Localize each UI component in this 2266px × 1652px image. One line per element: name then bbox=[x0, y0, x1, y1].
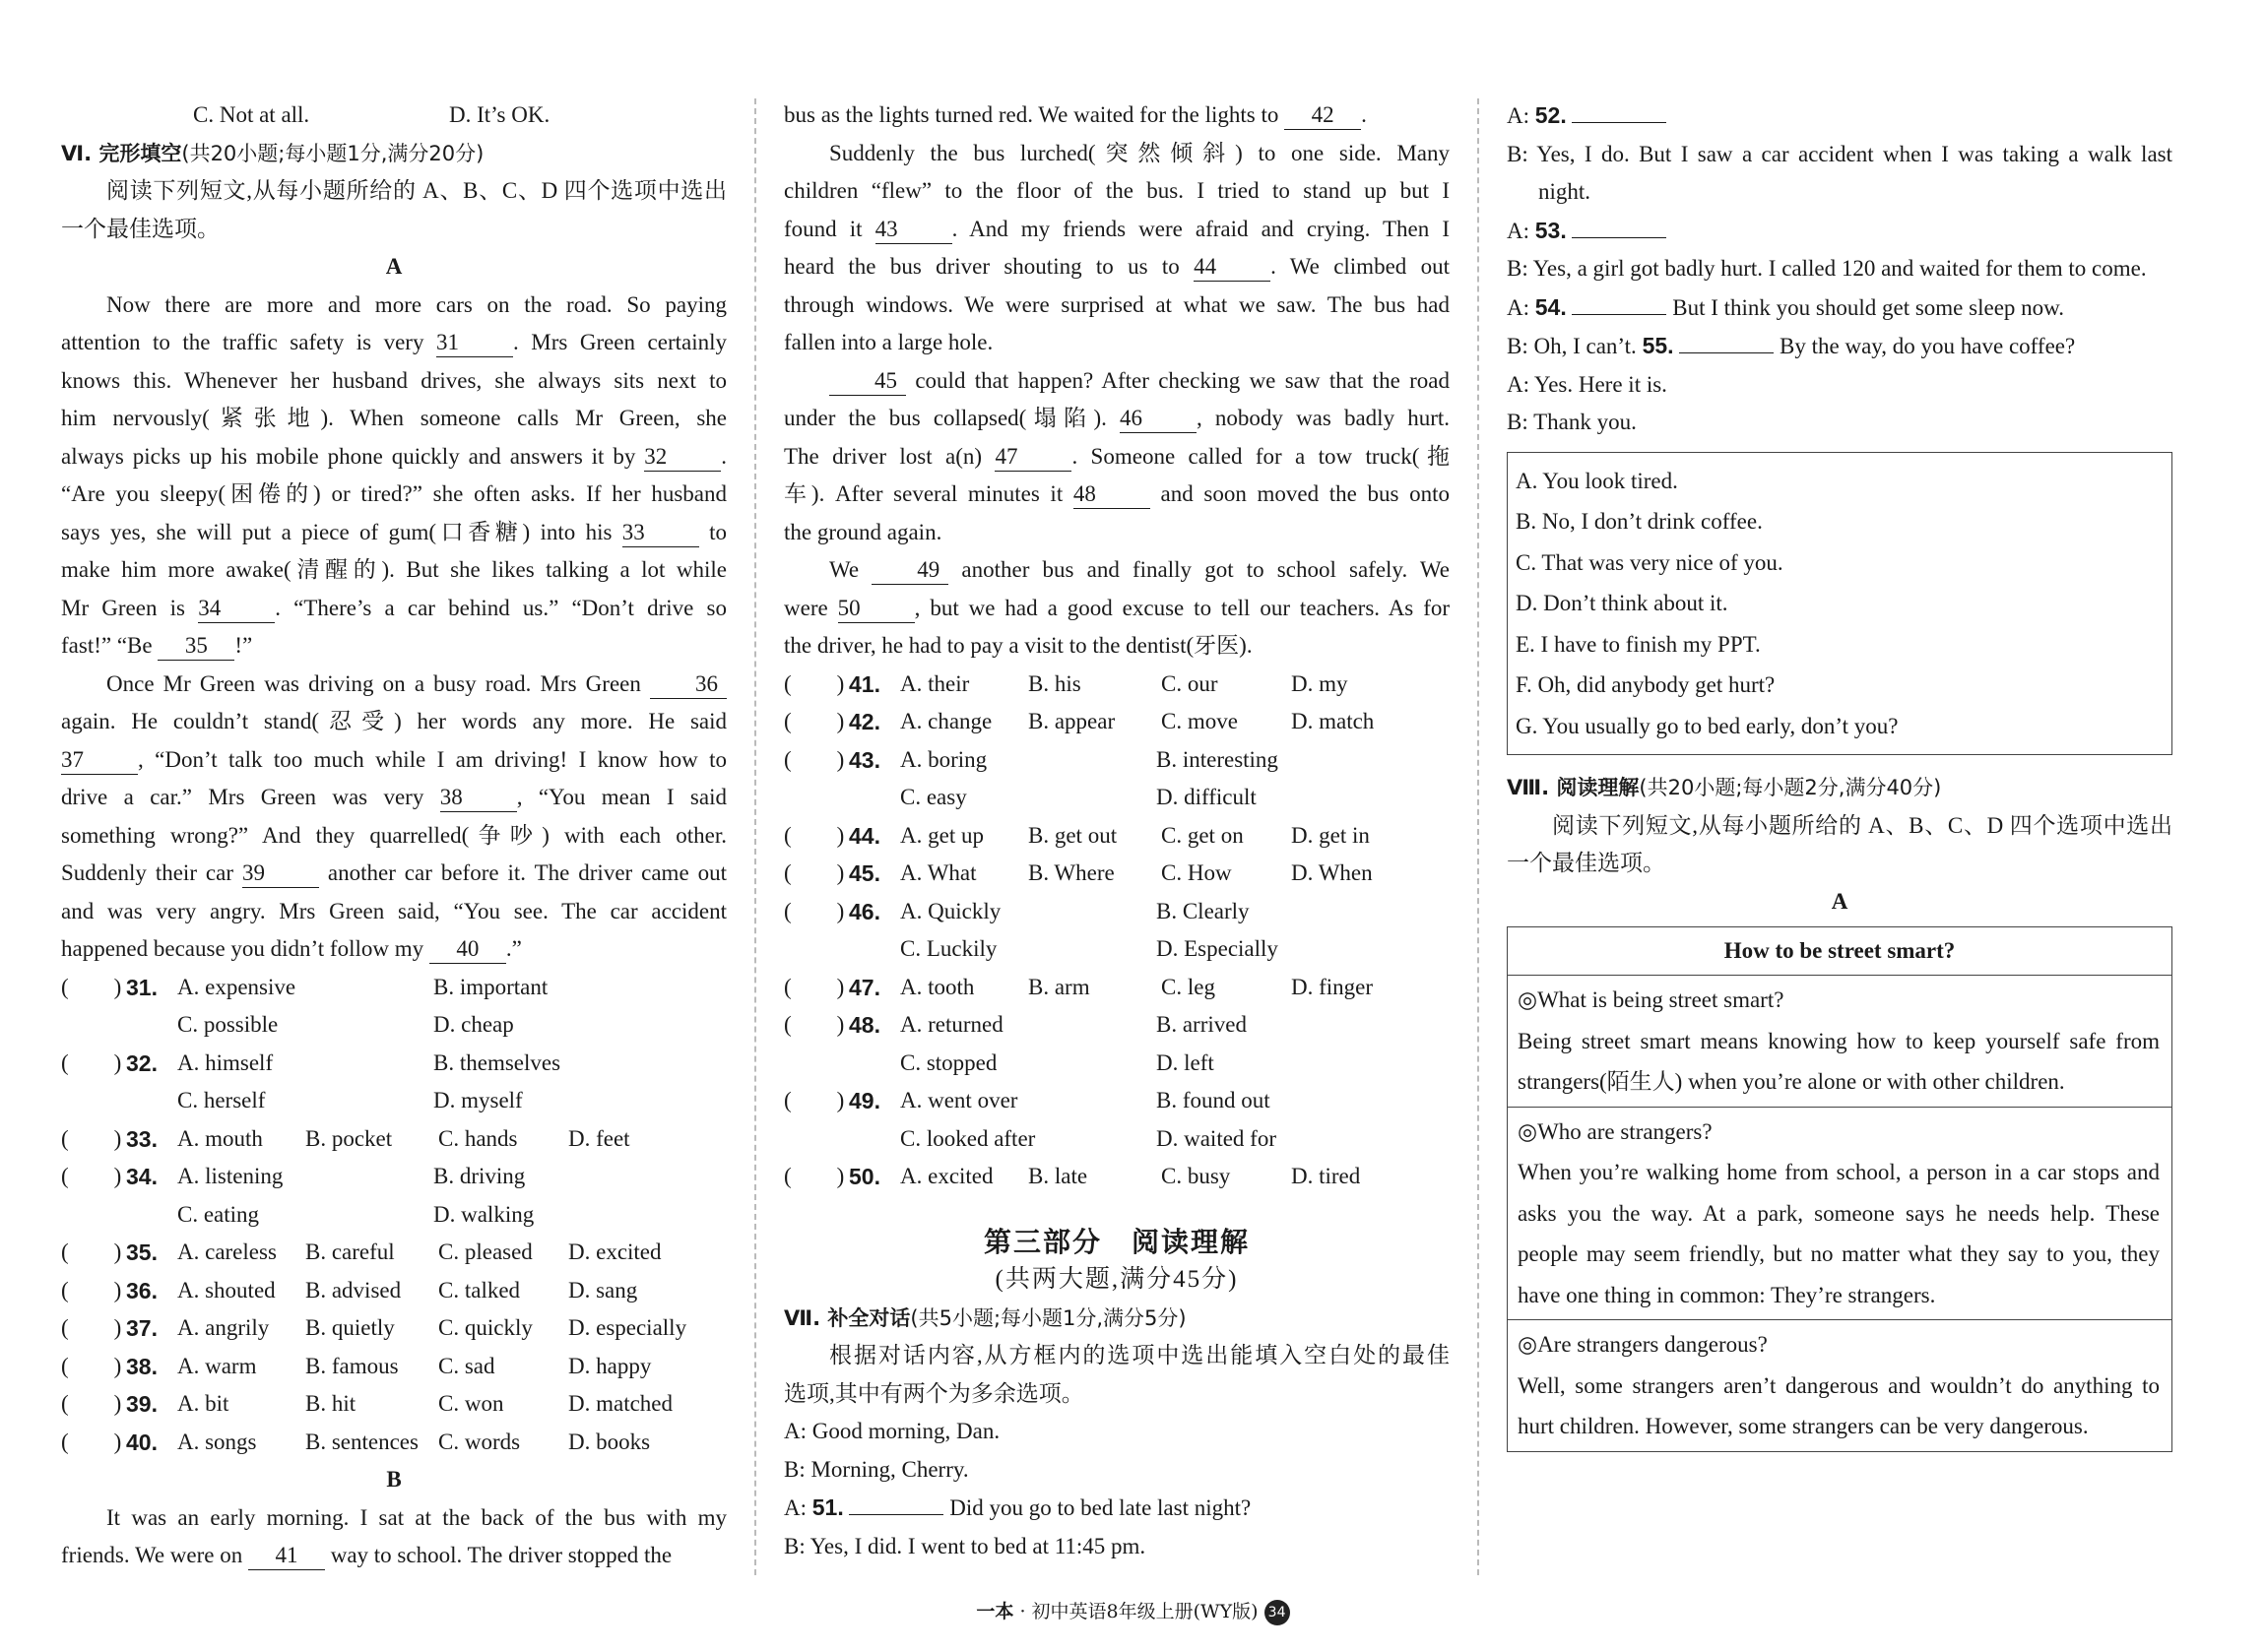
answer-bracket bbox=[784, 1120, 849, 1159]
option[interactable]: D. waited for bbox=[1156, 1125, 1276, 1151]
option[interactable]: B. famous bbox=[305, 1353, 399, 1378]
answer-bracket bbox=[61, 1006, 126, 1045]
question-number: 47. bbox=[849, 974, 880, 1000]
passage-b-continued bbox=[784, 96, 1450, 666]
cell-answer: Well, some strangers aren’t dangerous and wouldn’t do anything to hurt children. However, some strangers can be very dangerous. bbox=[1518, 1372, 2160, 1438]
option[interactable]: A. himself bbox=[177, 1049, 274, 1075]
option-item: D. Don’t think about it. bbox=[1516, 591, 1728, 615]
instruction-line: 一个最佳选项。 bbox=[1507, 851, 1665, 875]
option[interactable]: D. Especially bbox=[1156, 936, 1278, 961]
passage-line: Once Mr Green was driving on a busy road. Mrs Green 36 bbox=[61, 666, 727, 704]
instruction-line: 阅读下列短文,从每小题所给的 A、B、C、D 四个选项中选出 bbox=[106, 178, 727, 203]
passage-line: make him more awake(清醒的). But she likes talking a lot while bbox=[61, 557, 727, 582]
passage-line: heard the bus driver shouting to us to 44 . We climbed out bbox=[784, 248, 1450, 286]
question-row bbox=[784, 969, 1450, 1007]
question-row bbox=[784, 741, 1450, 780]
answer-blank[interactable]: 31 bbox=[436, 329, 513, 357]
answer-blank[interactable] bbox=[1679, 331, 1774, 353]
cell-question: ◎Who are strangers? bbox=[1518, 1118, 1713, 1144]
passage-line: It was an early morning. I sat at the back of the bus with my bbox=[106, 1504, 727, 1530]
question-number: 32. bbox=[126, 1049, 158, 1076]
dialogue-line: B: Morning, Cherry. bbox=[784, 1456, 969, 1482]
option[interactable]: C. move bbox=[1161, 709, 1238, 733]
dialogue-line: A: 53. bbox=[1507, 212, 2172, 251]
option[interactable]: C. Luckily bbox=[900, 936, 998, 961]
option-item: G. You usually go to bed early, don’t you? bbox=[1516, 713, 1899, 738]
option[interactable]: B. interesting bbox=[1156, 746, 1278, 772]
section-8-heading: Ⅷ. 阅读理解(共20小题;每小题2分,满分40分) bbox=[1507, 776, 1942, 799]
answer-blank[interactable] bbox=[1572, 292, 1666, 315]
option[interactable]: C. busy bbox=[1161, 1164, 1231, 1188]
answer-bracket[interactable]: ( ) bbox=[784, 670, 845, 696]
option[interactable]: C. How bbox=[1161, 860, 1232, 885]
question-list bbox=[61, 969, 727, 1462]
passage-line: children “flew” to the floor of the bus. I tried to stand up but I bbox=[784, 178, 1450, 203]
option[interactable]: A. shouted bbox=[177, 1277, 276, 1303]
dialogue bbox=[1507, 96, 2172, 442]
option[interactable]: D. When bbox=[1291, 860, 1373, 885]
option[interactable]: B. found out bbox=[1156, 1088, 1270, 1112]
question-number: 50. bbox=[849, 1164, 880, 1189]
dialogue-line: B: Yes, I did. I went to bed at 11:45 pm. bbox=[784, 1533, 1146, 1558]
passage-line: 37 , “Don’t talk too much while I am driving! I know how to bbox=[61, 741, 727, 780]
question-number bbox=[126, 1082, 177, 1120]
instruction-line: 选项,其中有两个为多余选项。 bbox=[784, 1380, 1084, 1406]
option[interactable]: A. songs bbox=[177, 1429, 257, 1454]
answer-bracket bbox=[784, 930, 849, 969]
answer-bracket[interactable]: ( ) bbox=[784, 709, 845, 733]
answer-bracket[interactable]: ( ) bbox=[784, 860, 845, 885]
option[interactable]: C. easy bbox=[900, 785, 967, 809]
cell-answer: When you’re walking home from school, a person in a car stops and asks you the way. At a park, someone says he needs help. These people may seem friendly, but no matter what they say to you, they have one thing in common: They’re strangers. bbox=[1518, 1160, 2160, 1307]
option[interactable]: C. pleased bbox=[438, 1239, 533, 1264]
option-c: C. Not at all. bbox=[193, 102, 310, 127]
passage-line: “Are you sleepy(困倦的) or tired?” she often asks. If her husband bbox=[61, 481, 727, 506]
answer-blank[interactable]: 43 bbox=[875, 216, 952, 244]
question-row bbox=[784, 1082, 1450, 1120]
question-row bbox=[784, 930, 1450, 969]
previous-question-options bbox=[61, 96, 727, 135]
answer-bracket[interactable]: ( ) bbox=[61, 1049, 122, 1075]
dialogue-line: B: Thank you. bbox=[1507, 410, 1637, 434]
cell-answer: Being street smart means knowing how to keep yourself safe from strangers(陌生人) when you’re alone or with other children. bbox=[1518, 1028, 2160, 1094]
question-row bbox=[61, 969, 727, 1007]
dialogue-line: A: Good morning, Dan. bbox=[784, 1419, 1001, 1443]
answer-blank[interactable] bbox=[1572, 216, 1666, 238]
option[interactable]: B. pocket bbox=[305, 1125, 393, 1151]
option[interactable]: B. driving bbox=[433, 1164, 526, 1188]
answer-bracket bbox=[61, 1196, 126, 1235]
option[interactable]: A. listening bbox=[177, 1164, 284, 1188]
instruction-line: 根据对话内容,从方框内的选项中选出能填入空白处的最佳 bbox=[829, 1343, 1450, 1367]
option[interactable]: B. quietly bbox=[305, 1315, 395, 1340]
question-row bbox=[61, 1424, 727, 1462]
answer-blank[interactable] bbox=[849, 1493, 943, 1515]
question-number: 35. bbox=[126, 1239, 158, 1265]
passage-line: We 49 another bus and finally got to school safely. We bbox=[784, 551, 1450, 590]
answer-bracket[interactable]: ( ) bbox=[61, 974, 122, 999]
passage-line: fallen into a large hole. bbox=[784, 330, 994, 354]
option[interactable]: B. arrived bbox=[1156, 1012, 1247, 1037]
answer-bracket[interactable]: ( ) bbox=[61, 1391, 122, 1416]
answer-blank[interactable]: 46 bbox=[1120, 405, 1197, 433]
passage-line: always picks up his mobile phone quickly and answers it by 32 . bbox=[61, 438, 727, 477]
question-number bbox=[126, 1196, 177, 1235]
question-number bbox=[849, 779, 900, 817]
option[interactable]: D. cheap bbox=[433, 1012, 514, 1037]
answer-blank[interactable]: 37 bbox=[61, 746, 138, 775]
passage-line: the driver, he had to pay a visit to the dentist(牙医). bbox=[784, 633, 1253, 658]
footer-text: · 初中英语8年级上册(WY版) bbox=[1013, 1601, 1264, 1622]
option[interactable]: D. myself bbox=[433, 1088, 523, 1112]
question-number: 37. bbox=[126, 1315, 158, 1341]
table-cell bbox=[1508, 976, 2171, 1108]
option[interactable]: B. themselves bbox=[433, 1049, 561, 1075]
passage-line: knows this. Whenever her husband drives, she always sits next to bbox=[61, 367, 727, 393]
option[interactable]: D. feet bbox=[568, 1125, 630, 1151]
question-number: 42. bbox=[849, 709, 880, 734]
question-row bbox=[61, 1234, 727, 1272]
question-number: 53. bbox=[1534, 217, 1567, 243]
question-number: 41. bbox=[849, 670, 880, 697]
answer-blank[interactable]: 49 bbox=[872, 556, 948, 585]
option[interactable]: D. matched bbox=[568, 1391, 674, 1416]
question-row bbox=[784, 1120, 1450, 1159]
option[interactable]: D. my bbox=[1291, 670, 1348, 696]
question-row bbox=[61, 1006, 727, 1045]
option[interactable]: C. talked bbox=[438, 1277, 521, 1303]
option-item: C. That was very nice of you. bbox=[1516, 549, 1783, 575]
question-number: 31. bbox=[126, 974, 158, 1000]
passage-line: Mr Green is 34 . “There’s a car behind us.” “Don’t drive so bbox=[61, 590, 727, 628]
question-row bbox=[61, 1120, 727, 1159]
option[interactable]: B. his bbox=[1028, 670, 1081, 696]
column-divider bbox=[1477, 98, 1479, 1575]
option[interactable]: A. get up bbox=[900, 822, 984, 848]
option[interactable]: C. sad bbox=[438, 1353, 495, 1378]
answer-bracket bbox=[784, 779, 849, 817]
option[interactable]: C. eating bbox=[177, 1201, 260, 1227]
option[interactable]: B. sentences bbox=[305, 1429, 419, 1454]
option[interactable]: A. returned bbox=[900, 1012, 1004, 1037]
answer-bracket[interactable]: ( ) bbox=[61, 1277, 122, 1303]
question-row bbox=[61, 1082, 727, 1120]
part-3-subtitle: (共两大题,满分45分) bbox=[995, 1266, 1239, 1293]
answer-blank[interactable]: 48 bbox=[1073, 480, 1150, 509]
option[interactable]: A. careless bbox=[177, 1239, 277, 1264]
question-number: 51. bbox=[811, 1494, 844, 1520]
passage-line: again. He couldn’t stand(忍受) her words any more. He said bbox=[61, 709, 727, 733]
option[interactable]: D. happy bbox=[568, 1353, 652, 1378]
question-number: 49. bbox=[849, 1088, 880, 1113]
question-number bbox=[849, 930, 900, 969]
passage-line: something wrong?” And they quarrelled(争吵) with each other. bbox=[61, 822, 727, 848]
info-table bbox=[1507, 926, 2172, 1452]
option[interactable]: A. mouth bbox=[177, 1125, 263, 1151]
question-row bbox=[784, 666, 1450, 704]
answer-bracket[interactable]: ( ) bbox=[61, 1429, 122, 1454]
question-number bbox=[126, 1006, 177, 1045]
option[interactable]: A. Quickly bbox=[900, 898, 1002, 923]
answer-bracket[interactable]: ( ) bbox=[61, 1315, 122, 1340]
question-row bbox=[61, 1158, 727, 1196]
question-number: 43. bbox=[849, 746, 880, 773]
option[interactable]: C. won bbox=[438, 1391, 504, 1416]
passage-line: 车). After several minutes it 48 and soon moved the bus onto bbox=[784, 476, 1450, 514]
question-number: 40. bbox=[126, 1429, 158, 1455]
question-row bbox=[784, 1006, 1450, 1045]
passage-line: 45 could that happen? After checking we saw that the road bbox=[784, 362, 1450, 401]
cell-question: ◎What is being street smart? bbox=[1518, 987, 1784, 1012]
column-2 bbox=[784, 96, 1450, 1565]
answer-blank[interactable]: 32 bbox=[644, 443, 721, 472]
question-number bbox=[849, 1120, 900, 1159]
answer-bracket[interactable]: ( ) bbox=[784, 746, 845, 772]
question-row bbox=[784, 779, 1450, 817]
dialogue-line: A: 51. Did you go to bed late last night? bbox=[784, 1494, 1252, 1520]
question-number: 45. bbox=[849, 860, 880, 886]
dialogue bbox=[784, 1413, 1450, 1565]
option[interactable]: D. tired bbox=[1291, 1164, 1361, 1188]
passage-line: the ground again. bbox=[784, 519, 942, 544]
answer-bracket[interactable]: ( ) bbox=[61, 1164, 122, 1188]
passage-label: A bbox=[385, 254, 403, 279]
option[interactable]: A. boring bbox=[900, 746, 988, 772]
passage-line: found it 43 . And my friends were afraid and crying. Then I bbox=[784, 211, 1450, 249]
dialogue-line: B: Yes, a girl got badly hurt. I called 120 and waited for them to come. bbox=[1507, 256, 2147, 281]
question-number bbox=[849, 1045, 900, 1083]
option[interactable]: B. Clearly bbox=[1156, 898, 1250, 923]
option[interactable]: B. Where bbox=[1028, 860, 1115, 885]
answer-blank[interactable]: 44 bbox=[1194, 253, 1270, 282]
option[interactable]: D. excited bbox=[568, 1239, 662, 1264]
passage-line: him nervously(紧张地). When someone calls Mr Green, she bbox=[61, 406, 727, 430]
option[interactable]: D. get in bbox=[1291, 822, 1370, 848]
option[interactable]: C. possible bbox=[177, 1012, 279, 1037]
page-number: 34 bbox=[1264, 1600, 1290, 1625]
passage-line: through windows. We were surprised at what we saw. The bus had bbox=[784, 291, 1450, 317]
passage-line: and was very angry. Mrs Green said, “You see. The car accident bbox=[61, 898, 727, 923]
question-row bbox=[61, 1385, 727, 1424]
option[interactable]: A. bit bbox=[177, 1391, 229, 1416]
passage-line: under the bus collapsed(塌陷). 46 , nobody was badly hurt. bbox=[784, 400, 1450, 438]
answer-blank[interactable]: 40 bbox=[429, 935, 506, 964]
answer-blank[interactable]: 35 bbox=[158, 632, 234, 661]
passage-line: Suddenly their car 39 another car before it. The driver came out bbox=[61, 855, 727, 893]
question-number: 34. bbox=[126, 1164, 158, 1189]
dialogue-line: A: 52. bbox=[1507, 96, 2172, 136]
option[interactable]: C. leg bbox=[1161, 974, 1215, 999]
answer-bracket[interactable]: ( ) bbox=[784, 1012, 845, 1037]
answer-blank[interactable]: 47 bbox=[995, 443, 1071, 472]
answer-blank[interactable]: 34 bbox=[198, 595, 275, 623]
option[interactable]: D. finger bbox=[1291, 974, 1374, 999]
option[interactable]: C. our bbox=[1161, 670, 1218, 696]
answer-bracket bbox=[61, 1082, 126, 1120]
column-divider bbox=[754, 98, 756, 1575]
question-number: 48. bbox=[849, 1012, 880, 1038]
question-list bbox=[784, 666, 1450, 1196]
option[interactable]: C. quickly bbox=[438, 1315, 533, 1340]
answer-blank[interactable]: 33 bbox=[622, 519, 699, 547]
passage-label: A bbox=[1831, 888, 1848, 914]
option[interactable]: C. get on bbox=[1161, 822, 1244, 848]
answer-bracket[interactable]: ( ) bbox=[61, 1125, 122, 1151]
dialogue-line: A: 54. But I think you should get some sleep now. bbox=[1507, 293, 2065, 320]
answer-blank[interactable]: 50 bbox=[838, 595, 915, 623]
column-3 bbox=[1507, 96, 2172, 1452]
option-d: D. It’s OK. bbox=[449, 102, 550, 127]
option[interactable]: A. tooth bbox=[900, 974, 975, 999]
option[interactable]: C. hands bbox=[438, 1125, 518, 1151]
answer-bracket[interactable]: ( ) bbox=[784, 1164, 845, 1188]
option[interactable]: C. looked after bbox=[900, 1125, 1036, 1151]
question-number: 38. bbox=[126, 1353, 158, 1379]
answer-bracket[interactable]: ( ) bbox=[784, 822, 845, 848]
question-row bbox=[61, 1348, 727, 1386]
question-number: 39. bbox=[126, 1391, 158, 1417]
passage-label: B bbox=[386, 1467, 402, 1492]
question-row bbox=[784, 1158, 1450, 1196]
question-row bbox=[784, 1045, 1450, 1083]
option[interactable]: C. words bbox=[438, 1429, 521, 1454]
answer-bracket[interactable]: ( ) bbox=[61, 1239, 122, 1264]
option[interactable]: B. important bbox=[433, 974, 549, 999]
option-item: F. Oh, did anybody get hurt? bbox=[1516, 672, 1776, 697]
option[interactable]: D. difficult bbox=[1156, 785, 1257, 809]
question-row bbox=[784, 855, 1450, 893]
option[interactable]: D. walking bbox=[433, 1201, 535, 1227]
answer-blank[interactable]: 41 bbox=[248, 1542, 325, 1570]
passage-line: fast!” “Be 35 !” bbox=[61, 627, 727, 666]
passage-line: drive a car.” Mrs Green was very 38 , “You mean I said bbox=[61, 779, 727, 817]
option[interactable]: D. sang bbox=[568, 1277, 638, 1303]
dialogue-line: B: Oh, I can’t. 55. By the way, do you have coffee? bbox=[1507, 333, 2076, 358]
question-row bbox=[784, 703, 1450, 741]
answer-bracket[interactable]: ( ) bbox=[784, 898, 845, 923]
option[interactable]: B. get out bbox=[1028, 822, 1118, 848]
instruction-line: 一个最佳选项。 bbox=[61, 216, 220, 241]
passage-line: friends. We were on 41 way to school. The driver stopped the bbox=[61, 1537, 727, 1575]
option[interactable]: B. arm bbox=[1028, 974, 1090, 999]
table-cell bbox=[1508, 1320, 2171, 1451]
answer-bracket[interactable]: ( ) bbox=[784, 974, 845, 999]
question-number: 55. bbox=[1642, 333, 1674, 358]
options-box bbox=[1507, 452, 2172, 756]
question-row bbox=[61, 1309, 727, 1348]
answer-blank[interactable]: 45 bbox=[829, 367, 906, 396]
part-3-title: 第三部分 阅读理解 bbox=[983, 1225, 1250, 1258]
option[interactable]: D. books bbox=[568, 1429, 651, 1454]
question-row bbox=[784, 817, 1450, 856]
option[interactable]: D. match bbox=[1291, 709, 1375, 733]
instruction-line: 阅读下列短文,从每小题所给的 A、B、C、D 四个选项中选出 bbox=[1552, 812, 2172, 838]
table-cell bbox=[1508, 1108, 2171, 1321]
question-number: 54. bbox=[1534, 293, 1567, 320]
passage-line: Suddenly the bus lurched(突然倾斜) to one side. Many bbox=[829, 140, 1450, 165]
question-row bbox=[784, 893, 1450, 931]
column-1 bbox=[61, 96, 727, 1575]
passage-line: bus as the lights turned red. We waited for the lights to 42 . bbox=[784, 96, 1450, 135]
question-row bbox=[61, 1045, 727, 1083]
dialogue-line: B: Yes, I do. But I saw a car accident when I was taking a walk last night. bbox=[1507, 141, 2172, 204]
option-item: A. You look tired. bbox=[1516, 468, 1678, 493]
option[interactable]: C. stopped bbox=[900, 1049, 998, 1075]
section-7-heading: Ⅶ. 补全对话(共5小题;每小题1分,满分5分) bbox=[784, 1305, 1187, 1330]
question-number: 36. bbox=[126, 1277, 158, 1303]
dialogue-line: A: Yes. Here it is. bbox=[1507, 371, 1667, 397]
option[interactable]: A. change bbox=[900, 709, 993, 733]
question-number: 52. bbox=[1534, 102, 1567, 128]
answer-blank[interactable]: 36 bbox=[650, 670, 727, 699]
option[interactable]: B. hit bbox=[305, 1391, 356, 1416]
option[interactable]: A. excited bbox=[900, 1164, 994, 1188]
question-number: 46. bbox=[849, 898, 880, 924]
question-row bbox=[61, 1196, 727, 1235]
answer-bracket[interactable]: ( ) bbox=[61, 1353, 122, 1378]
table-title: How to be street smart? bbox=[1508, 927, 2171, 976]
option[interactable]: B. appear bbox=[1028, 709, 1116, 733]
passage-b bbox=[61, 1499, 727, 1575]
option[interactable]: A. their bbox=[900, 670, 970, 696]
option[interactable]: A. What bbox=[900, 860, 977, 885]
page-footer bbox=[0, 1597, 2266, 1625]
option[interactable]: A. expensive bbox=[177, 974, 296, 999]
option[interactable]: D. left bbox=[1156, 1049, 1214, 1075]
option[interactable]: A. angrily bbox=[177, 1315, 270, 1340]
question-number: 44. bbox=[849, 822, 880, 849]
option[interactable]: B. advised bbox=[305, 1277, 402, 1303]
answer-bracket[interactable]: ( ) bbox=[784, 1088, 845, 1112]
passage-line: says yes, she will put a piece of gum(口香糖) into his 33 to bbox=[61, 514, 727, 552]
question-number: 33. bbox=[126, 1125, 158, 1152]
option[interactable]: A. went over bbox=[900, 1088, 1018, 1112]
passage-line: Now there are more and more cars on the road. So paying bbox=[106, 291, 727, 317]
section-6-heading: Ⅵ. 完形填空(共20小题;每小题1分,满分20分) bbox=[61, 141, 485, 165]
passage-a bbox=[61, 286, 727, 969]
option[interactable]: B. late bbox=[1028, 1164, 1088, 1188]
cell-question: ◎Are strangers dangerous? bbox=[1518, 1332, 1768, 1357]
option-item: E. I have to finish my PPT. bbox=[1516, 631, 1761, 657]
answer-blank[interactable] bbox=[1572, 100, 1666, 123]
brand-logo: 一本 bbox=[976, 1601, 1014, 1622]
question-row bbox=[61, 1272, 727, 1310]
option-item: B. No, I don’t drink coffee. bbox=[1516, 509, 1763, 534]
answer-bracket bbox=[784, 1045, 849, 1083]
answer-blank[interactable]: 42 bbox=[1284, 101, 1361, 130]
option[interactable]: B. careful bbox=[305, 1239, 395, 1264]
passage-line: attention to the traffic safety is very 31 . Mrs Green certainly bbox=[61, 324, 727, 362]
answer-blank[interactable]: 38 bbox=[440, 784, 517, 812]
option[interactable]: D. especially bbox=[568, 1315, 687, 1340]
passage-line: happened because you didn’t follow my 40 .” bbox=[61, 930, 727, 969]
passage-line: were 50 , but we had a good excuse to tell our teachers. As for bbox=[784, 590, 1450, 628]
passage-line: The driver lost a(n) 47 . Someone called for a tow truck(拖 bbox=[784, 438, 1450, 477]
answer-blank[interactable]: 39 bbox=[242, 859, 319, 888]
option[interactable]: C. herself bbox=[177, 1088, 266, 1112]
option[interactable]: A. warm bbox=[177, 1353, 257, 1378]
